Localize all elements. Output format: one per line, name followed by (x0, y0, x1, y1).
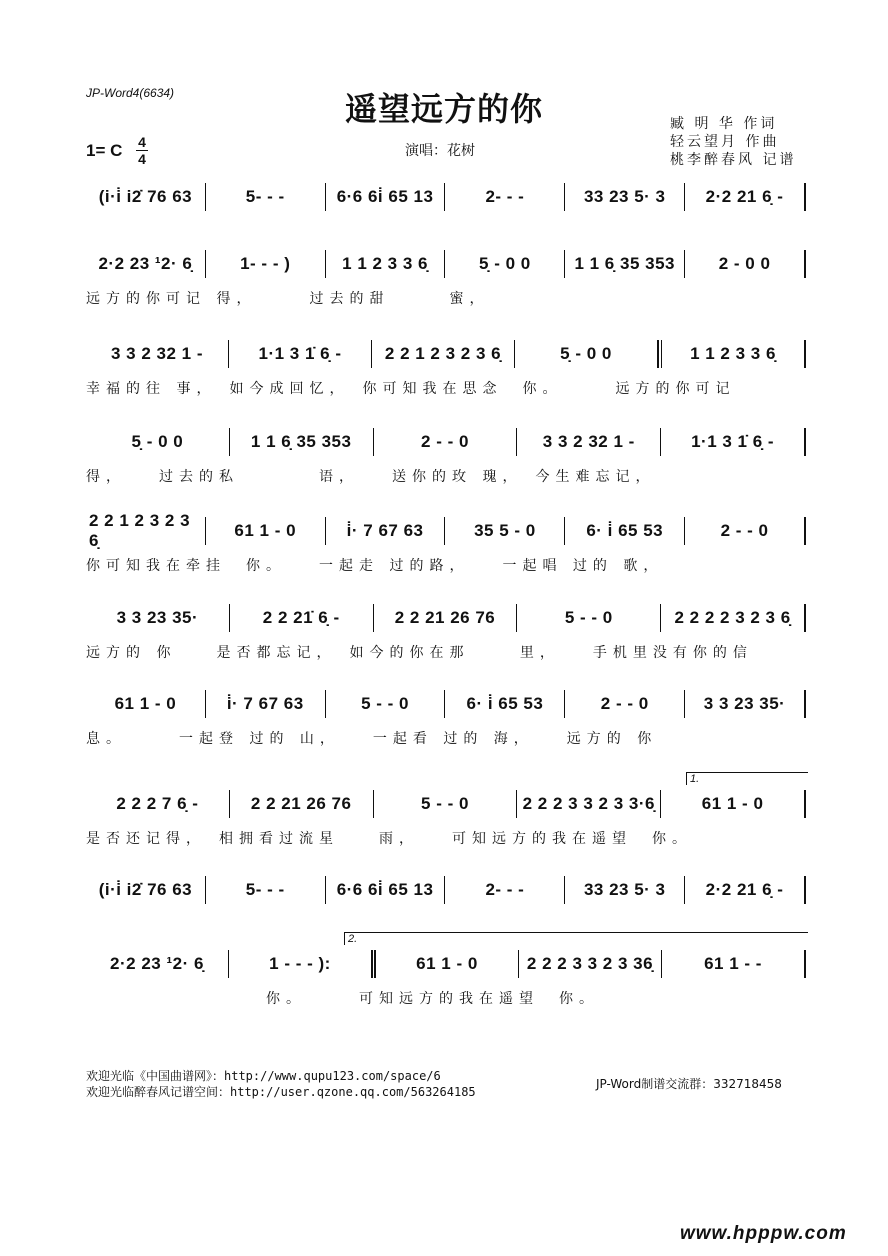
software-tag: JP-Word4(6634) (86, 86, 175, 100)
score-system (86, 773, 806, 856)
score-system (86, 933, 806, 1016)
watermark: www.hpppw.com (680, 1223, 847, 1244)
site-link-2[interactable]: 欢迎光临醉春风记谱空间：http://user.qzone.qq.com/563264185 (86, 1085, 476, 1099)
score-system (86, 604, 806, 670)
measure: 61 1 - 0 (661, 790, 806, 818)
measure: i̇· 7 67 63 (206, 690, 326, 718)
lyrics-line: 是否还记得， 相拥看过流星 雨， 可知远方的我在遥望 你。 (86, 831, 692, 847)
lyrics-line: 幸福的往 事， 如今成回忆， 你可知我在思念 你。 远方的你可记 (86, 381, 736, 397)
score-system (86, 428, 806, 494)
measure: 6·6 6i̇ 65 13 (326, 183, 446, 211)
measure: 61 1 - - (662, 950, 806, 978)
measure: 1·1 3 1̇ 6̣ - (661, 428, 806, 456)
measure: 2 2 2 3 3 2 3 36̣ (519, 950, 662, 978)
measure: 2 2 1 2 3 2 3 6̣ (86, 517, 206, 545)
measure: 6· i̇ 65 53 (445, 690, 565, 718)
volta-bracket: 1. (686, 772, 808, 785)
measure: 1 1 6̣ 35 353 (230, 428, 374, 456)
measure: 6· i̇ 65 53 (565, 517, 685, 545)
score-system (86, 690, 806, 756)
lyrics-line: 你。 可知远方的我在遥望 你。 (86, 991, 599, 1007)
measure: 5̣ - 0 0 (515, 340, 658, 368)
measure: 2·2 23 ¹2· 6̣ (86, 250, 206, 278)
measure: 2 2 21 26 76 (374, 604, 518, 632)
measure: 6·6 6i̇ 65 13 (326, 876, 446, 904)
measure: 5 - - 0 (517, 604, 661, 632)
measure: (i·i̇ i2̇ 76 63 (86, 183, 206, 211)
measure: 2 - - 0 (374, 428, 518, 456)
key-signature: 1= C (86, 141, 123, 160)
measure: 2 2 21̇ 6̣ - (230, 604, 374, 632)
measure: 2- - - (445, 183, 565, 211)
time-signature (136, 135, 148, 166)
measure: 1 1 2 3 3 6̣ (326, 250, 446, 278)
notes-row (86, 950, 806, 978)
measure: 5- - - (206, 183, 326, 211)
measure: 2·2 23 ¹2· 6̣ (86, 950, 229, 978)
measure: 33 23 5· 3 (565, 183, 685, 211)
site-link-1[interactable]: 欢迎光临《中国曲谱网》：http://www.qupu123.com/space/6 (86, 1069, 441, 1083)
measure: 2 - - 0 (565, 690, 685, 718)
measure: 1- - - ) (206, 250, 326, 278)
notes-row (86, 790, 806, 818)
measure: 2 2 1 2 3 2 3 6̣ (372, 340, 515, 368)
notes-row (86, 604, 806, 632)
measure: 1 1 6̣ 35 353 (565, 250, 685, 278)
measure: 2- - - (445, 876, 565, 904)
measure: 61 1 - 0 (86, 690, 206, 718)
measure: 2·2 21 6̣ - (685, 876, 806, 904)
notes-row (86, 340, 806, 368)
composer-credit: 轻云望月 作曲 (670, 134, 780, 150)
measure: 5 - - 0 (374, 790, 518, 818)
measure: 5 - - 0 (326, 690, 446, 718)
measure: 5- - - (206, 876, 326, 904)
transcriber-credit: 桃李醉春风 记谱 (670, 152, 797, 168)
time-signature-bottom: 4 (138, 151, 146, 167)
notes-row (86, 250, 806, 278)
lyrics-line: 远方的 你 是否都忘记， 如今的你在那 里， 手机里没有你的信 (86, 645, 753, 661)
measure: 3 3 23 35· (685, 690, 806, 718)
notes-row (86, 428, 806, 456)
group-info: JP-Word制谱交流群：332718458 (596, 1077, 782, 1091)
measure: 2 - - 0 (685, 517, 806, 545)
measure: 2 - 0 0 (685, 250, 806, 278)
measure: 1 - - - ): (229, 950, 376, 978)
lyrics-line: 远方的你可记 得， 过去的甜 蜜， (86, 291, 490, 307)
singer-credit: 演唱：花树 (405, 143, 475, 159)
measure: 2 2 21 26 76 (230, 790, 374, 818)
notes-row (86, 511, 806, 550)
song-title: 遥望远方的你 (344, 90, 543, 128)
lyrics-line: 息。 一起登 过的 山， 一起看 过的 海， 远方的 你 (86, 731, 658, 747)
lyrics-line: 你可知我在牵挂 你。 一起走 过的路， 一起唱 过的 歌， (86, 558, 664, 574)
measure: 5̣ - 0 0 (86, 428, 230, 456)
lyrics-line: 得， 过去的私 语， 送你的玫 瑰， 今生难忘记， (86, 469, 656, 485)
measure: 61 1 - 0 (206, 517, 326, 545)
time-signature-top: 4 (138, 134, 146, 150)
measure: (i·i̇ i2̇ 76 63 (86, 876, 206, 904)
measure: 1 1 2 3 3 6̣ (658, 340, 806, 368)
lyrics-line (86, 914, 806, 934)
measure: i̇· 7 67 63 (326, 517, 446, 545)
notes-row (86, 876, 806, 904)
notes-row (86, 183, 806, 211)
measure: 2 2 2 7 6̣ - (86, 790, 230, 818)
measure: 2·2 21 6̣ - (685, 183, 806, 211)
measure: 3 3 2 32 1 - (86, 340, 229, 368)
measure: 35 5 - 0 (445, 517, 565, 545)
volta-bracket: 2. (344, 932, 808, 945)
score-system (86, 511, 806, 583)
measure: 33 23 5· 3 (565, 876, 685, 904)
measure: 3 3 2 32 1 - (517, 428, 661, 456)
lyrics-line (86, 221, 806, 241)
score-system (86, 340, 806, 406)
measure: 5̣ - 0 0 (445, 250, 565, 278)
score-system (86, 183, 806, 249)
lyricist-credit: 臧 明 华 作词 (670, 116, 778, 132)
measure: 1·1 3 1̇ 6̣ - (229, 340, 372, 368)
measure: 2 2 2 3 3 2 3 3·6̣ (517, 790, 661, 818)
measure: 2 2 2 2 3 2 3 6̣ (661, 604, 806, 632)
score-system (86, 250, 806, 316)
notes-row (86, 690, 806, 718)
measure: 61 1 - 0 (376, 950, 519, 978)
measure: 3 3 23 35· (86, 604, 230, 632)
